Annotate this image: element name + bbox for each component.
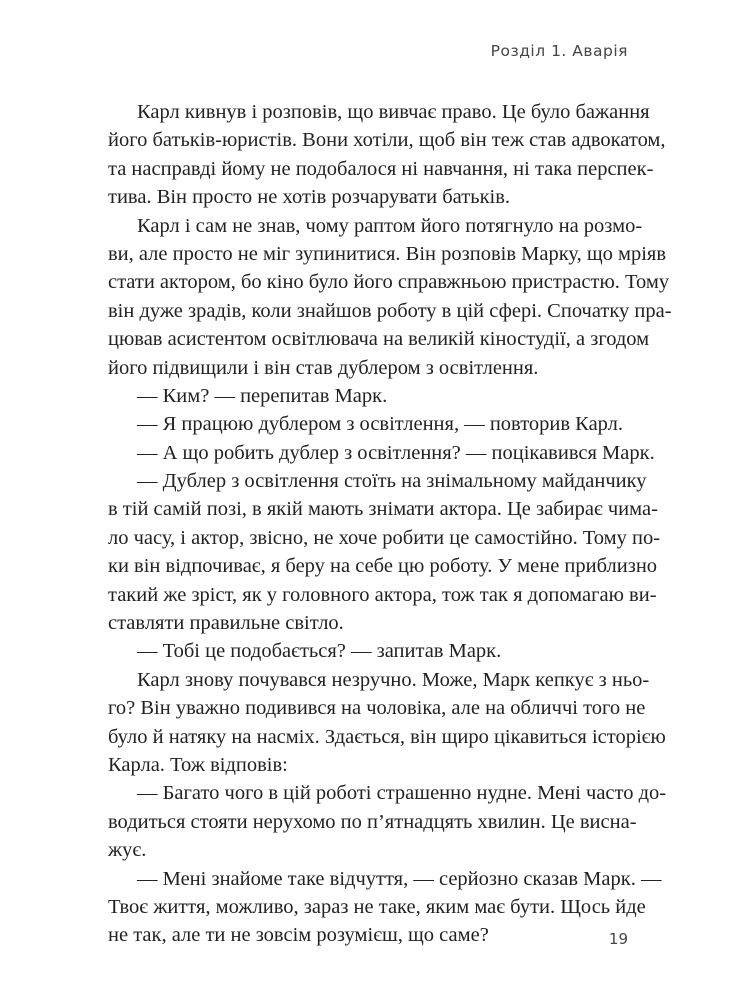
text-line: ки він відпочиває, я беру на себе цю роботу. У мене приблизно	[108, 555, 658, 578]
page-number: 19	[608, 930, 628, 948]
paragraph	[108, 637, 629, 665]
text-line: Карла. Тож відповів:	[108, 753, 288, 776]
text-line: жує.	[108, 839, 147, 862]
text-line: було й натяку на насміх. Здається, він щиро цікавиться історією	[108, 725, 666, 748]
text-line: Карл знову почувався незручно. Може, Марк кепкує з ньо-	[137, 668, 650, 691]
text-line: ви, але просто не міг зупинитися. Він розповів Марку, що мріяв	[108, 242, 667, 265]
text-line: його підвищили і він став дублером з освітлення.	[108, 356, 539, 379]
paragraph	[108, 410, 629, 438]
paragraph	[108, 98, 666, 212]
text-line: ло часу, і актор, звісно, не хоче робити це самостійно. Тому по-	[108, 526, 661, 549]
text-line: стати актором, бо кіно було його справжньою пристрастю. Тому	[108, 271, 670, 294]
text-line: — Багато чого в цій роботі страшенно нудне. Мені часто до-	[137, 782, 667, 805]
paragraph	[108, 382, 629, 410]
text-line: ставляти правильне світло.	[108, 612, 344, 635]
text-line: — Дублер з освітлення стоїть на знімальному майданчику	[137, 470, 647, 493]
text-line: — Ким? — перепитав Марк.	[137, 384, 388, 407]
text-line: він дуже зрадів, коли знайшов роботу в цій сфері. Спочатку пра-	[108, 299, 672, 322]
text-line: в тій самій позі, в якій мають знімати актора. Це забирає чима-	[108, 498, 658, 521]
paragraph	[108, 779, 667, 864]
text-line: тива. Він просто не хотів розчарувати батьків.	[108, 186, 511, 209]
paragraph	[108, 467, 661, 637]
paragraph	[108, 439, 655, 467]
text-line: Карл і сам не знав, чому раптом його потягнуло на розмо-	[137, 214, 643, 237]
text-line: водиться стояти нерухомо по п’ятнадцять хвилин. Це висна-	[108, 810, 637, 833]
body-text	[108, 98, 672, 950]
text-line: не так, але ти не зовсім розумієш, що саме?	[108, 924, 489, 947]
running-header: Розділ 1. Аварія	[490, 42, 628, 60]
text-line: Карл кивнув і розповів, що вивчає право. Це було бажання	[137, 101, 650, 123]
text-line: такий же зріст, як у головного актора, тож так я допомагаю ви-	[108, 583, 657, 606]
text-line: — Тобі це подобається? — запитав Марк.	[137, 640, 502, 663]
paragraph	[108, 865, 662, 950]
paragraph	[108, 666, 666, 780]
text-line: — Я працюю дублером з освітлення, — повторив Карл.	[137, 413, 624, 436]
text-line: його батьків-юристів. Вони хотіли, щоб він теж став адвокатом,	[108, 129, 666, 152]
text-line: го? Він уважно подивився на чоловіка, але на обличчі того не	[108, 697, 646, 720]
text-line: — Мені знайоме таке відчуття, — серйозно сказав Марк. —	[137, 867, 662, 890]
paragraph	[108, 212, 672, 382]
text-line: та насправді йому не подобалося ні навчання, ні така перспек-	[108, 157, 654, 180]
text-line: цював асистентом освітлювача на великій кіностудії, а згодом	[108, 328, 650, 351]
text-line: Твоє життя, можливо, зараз не таке, яким має бути. Щось йде	[108, 895, 646, 918]
text-line: — А що робить дублер з освітлення? — поцікавився Марк.	[137, 441, 655, 464]
